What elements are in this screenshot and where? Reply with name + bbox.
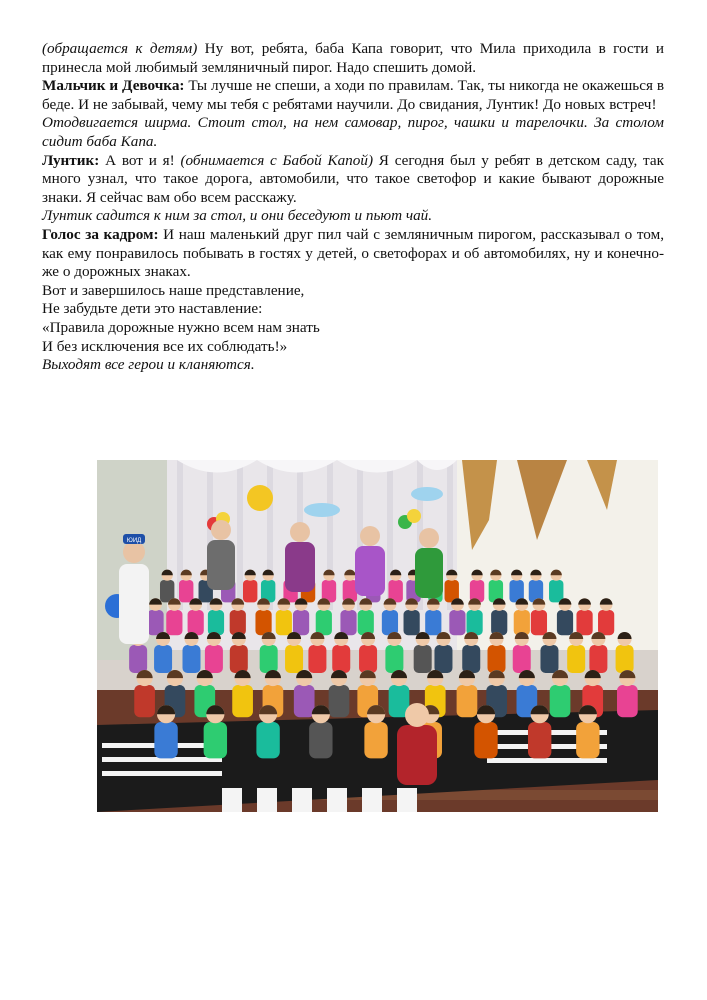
speaker-name: Мальчик и Девочка: (42, 77, 185, 95)
dialogue-text: Не забудьте дети это наставление: (42, 300, 263, 318)
stage-direction: Лунтик садится к ним за стол, и они беседуют и пьют чай. (42, 207, 433, 225)
dialogue-text: Я сегодня был у ребят в детском саду, так много узнал, что такое дорога, автомобили, что такое светофор и какие бывают дорожные знаки. Я сейчас вам обо всем расскажу. (42, 151, 664, 206)
dialogue-text: «Правила дорожные нужно всем нам знать (42, 318, 320, 336)
cloud-decoration (304, 503, 340, 517)
dialogue-text: А вот и я! (99, 151, 181, 169)
dialogue-text: Ты лучше не спеши, а ходи по правилам. Так, ты никогда не окажешься в беде. И не забывай, чему мы тебя с ребятами научили. До свидания, Лунтик! До новых встреч! (42, 77, 664, 113)
photo-illustration (97, 460, 658, 812)
paragraph (42, 40, 664, 77)
stage-direction: (обращается к детям) (42, 40, 198, 57)
speaker-name: Голос за кадром: (42, 225, 159, 243)
cloud-decoration-2 (411, 487, 443, 501)
yid-cap-label: ЮИД (126, 538, 142, 544)
paragraph (42, 300, 664, 319)
dialogue-text: И наш маленький друг пил чай с земляничным пирогом, рассказывал о том, как ему понравилось побывать в гостях у детей, о светофорах и об автомобилях, ну и конечно-же о дорожных знаках. (42, 225, 664, 281)
stage-direction: Отодвигается ширма. Стоит стол, на нем самовар, пирог, чашки и тарелочки. За столом сидит баба Капа. (42, 114, 664, 150)
sun-decoration (247, 485, 273, 511)
paragraph (42, 282, 664, 301)
paragraph (42, 226, 664, 282)
paragraph (42, 152, 664, 208)
paragraph (42, 356, 664, 375)
paragraph (42, 319, 664, 338)
dialogue-text: Вот и завершилось наше представление, (42, 281, 305, 299)
balloon-yellow-2 (407, 509, 421, 523)
speaker-name: Лунтик: (42, 151, 100, 169)
paragraph (42, 77, 664, 114)
dialogue-text: Ну вот, ребята, баба Капа говорит, что Мила приходила в гости и принесла мой любимый земляничный пирог. Надо спешить домой. (42, 40, 664, 76)
stage-direction: Выходят все герои и кланяются. (42, 356, 255, 374)
paragraph (42, 338, 664, 357)
paragraph (42, 114, 664, 151)
stage-direction: (обнимается с Бабой Капой) (180, 151, 374, 169)
document-text (42, 40, 664, 375)
group-photo (97, 460, 658, 812)
dialogue-text: И без исключения все их соблюдать!» (42, 337, 288, 355)
paragraph (42, 207, 664, 226)
